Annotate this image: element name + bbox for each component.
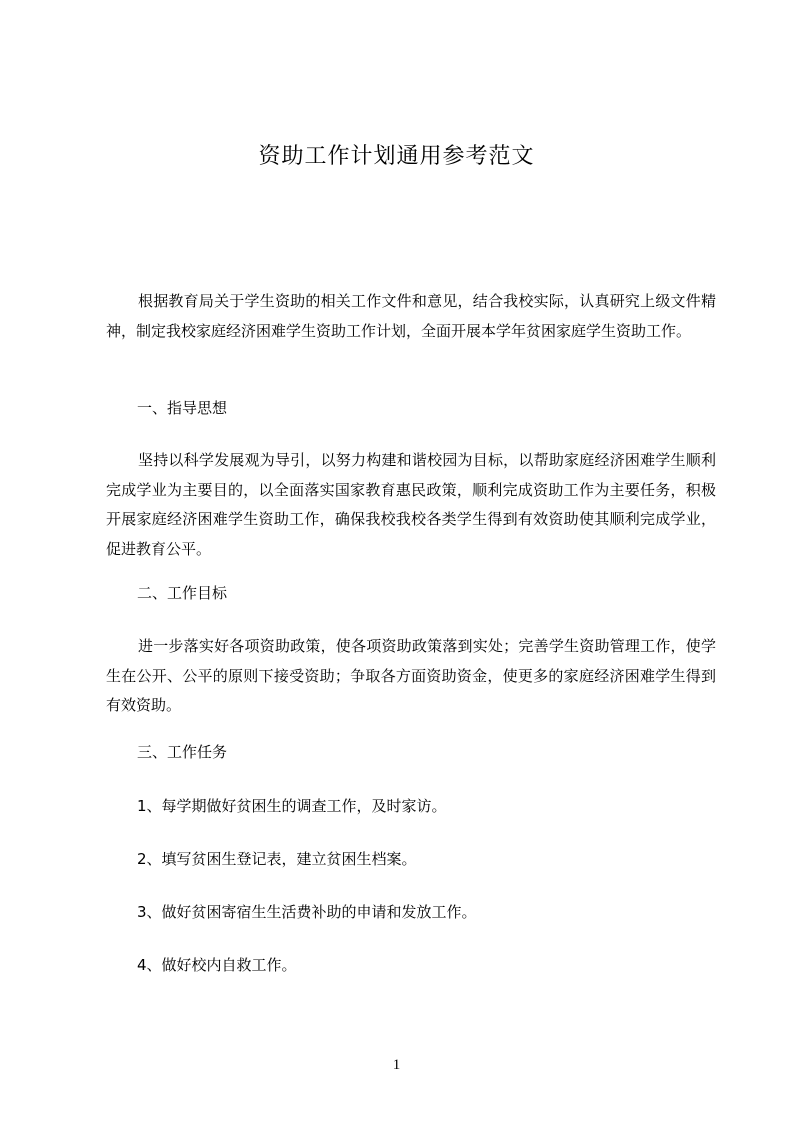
task-item: 1、每学期做好贫困生的调查工作，及时家访。 (137, 797, 447, 815)
task-item: 4、做好校内自救工作。 (137, 956, 297, 974)
task-item: 2、填写贫困生登记表，建立贫困生档案。 (137, 850, 417, 868)
section-text-work-goals: 进一步落实好各项资助政策，使各项资助政策落到实处；完善学生资助管理工作，使学生在公开、公平的原则下接受资助；争取各方面资助资金，使更多的家庭经济困难学生得到有效资助。 (106, 637, 716, 714)
intro-paragraph: 根据教育局关于学生资助的相关工作文件和意见，结合我校实际，认真研究上级文件精神，制定我校家庭经济困难学生资助工作计划，全面开展本学年贫困家庭学生资助工作。 (106, 292, 716, 340)
document-title: 资助工作计划通用参考范文 (258, 144, 535, 169)
section-heading-work-goals: 二、工作目标 (137, 584, 228, 602)
page-number: 1 (392, 1057, 401, 1073)
section-text-guiding-ideology: 坚持以科学发展观为导引，以努力构建和谐校园为目标，以帮助家庭经济困难学生顺利完成学业为主要目的，以全面落实国家教育惠民政策，顺利完成资助工作为主要任务，积极开展家庭经济困难学生资助工作，确保我校我校各类学生得到有效资助使其顺利完成学业，促进教育公平。 (106, 451, 716, 558)
section-heading-guiding-ideology: 一、指导思想 (137, 399, 228, 417)
task-item: 3、做好贫困寄宿生生活费补助的申请和发放工作。 (137, 903, 477, 921)
section-heading-work-tasks: 三、工作任务 (137, 743, 228, 761)
